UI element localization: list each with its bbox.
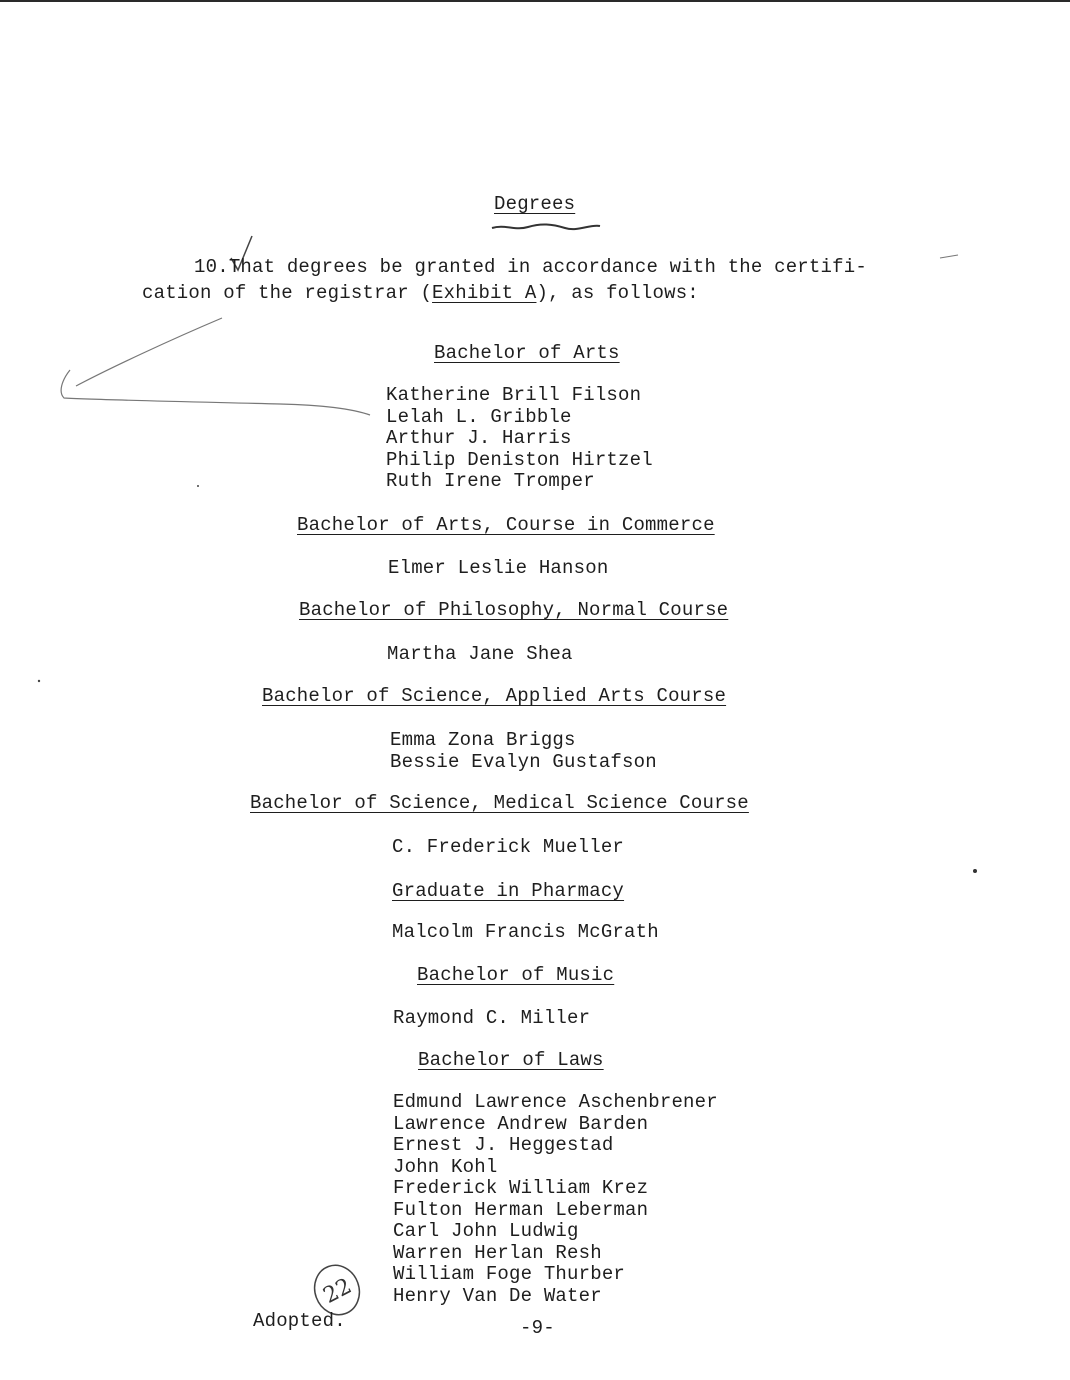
graduate-name: Edmund Lawrence Aschenbrener — [393, 1091, 718, 1113]
degree-title: Graduate in Pharmacy — [392, 880, 625, 902]
graduate-list — [392, 922, 659, 944]
resolution-text: That degrees be granted in accordance with the certifi- — [228, 256, 867, 278]
graduate-name: Carl John Ludwig — [393, 1220, 579, 1242]
stray-mark — [38, 680, 40, 682]
graduate-name: John Kohl — [393, 1155, 498, 1178]
graduate-name: C. Frederick Mueller — [392, 836, 625, 858]
graduate-name: Lawrence Andrew Barden — [393, 1112, 649, 1135]
graduate-name: Raymond C. Miller — [393, 1007, 591, 1029]
graduate-list — [393, 1092, 718, 1307]
degree-title: Bachelor of Music — [417, 964, 615, 986]
graduate-list — [388, 558, 608, 580]
degree-title: Bachelor of Laws — [418, 1049, 604, 1071]
graduate-name: Arthur J. Harris — [386, 427, 572, 449]
graduate-name: Malcolm Francis McGrath — [392, 921, 659, 943]
adopted-note: Adopted. — [253, 1310, 346, 1332]
page-number: -9- — [520, 1317, 555, 1339]
page-heading: Degrees — [494, 193, 576, 215]
resolution-line-1 — [194, 257, 867, 278]
graduate-name: Elmer Leslie Hanson — [388, 557, 609, 579]
graduate-name: Warren Herlan Resh — [393, 1241, 602, 1264]
graduate-name: Fulton Herman Leberman — [393, 1198, 649, 1221]
graduate-name: Frederick William Krez — [393, 1177, 649, 1199]
graduate-name: Bessie Evalyn Gustafson — [390, 750, 657, 773]
graduate-list — [387, 644, 573, 666]
graduate-list — [393, 1008, 590, 1030]
graduate-name: Philip Deniston Hirtzel — [386, 448, 653, 471]
stray-mark — [197, 485, 199, 487]
resolution-text: cation of the registrar ( — [142, 282, 433, 304]
graduate-name: Ruth Irene Tromper — [386, 470, 595, 492]
degree-title: Bachelor of Arts — [434, 342, 620, 364]
stray-mark — [973, 869, 977, 873]
graduate-list — [392, 837, 624, 859]
degree-title: Bachelor of Science, Medical Science Course — [250, 792, 749, 814]
resolution-line-2 — [142, 283, 699, 304]
graduate-list — [390, 730, 657, 773]
graduate-list — [386, 385, 653, 493]
margin-annotation: 22 — [319, 1273, 356, 1309]
graduate-name: Ernest J. Heggestad — [393, 1134, 614, 1156]
graduate-name: Katherine Brill Filson — [386, 384, 642, 406]
degree-title: Bachelor of Philosophy, Normal Course — [299, 599, 729, 621]
graduate-name: Emma Zona Briggs — [390, 729, 576, 751]
exhibit-reference: Exhibit A — [432, 282, 537, 304]
graduate-name: William Foge Thurber — [393, 1263, 626, 1285]
tick-mark — [940, 255, 958, 258]
graduate-name: Martha Jane Shea — [387, 643, 573, 665]
degree-title: Bachelor of Science, Applied Arts Course — [262, 685, 727, 707]
graduate-name: Lelah L. Gribble — [386, 405, 572, 428]
margin-checkmark-icon — [61, 318, 370, 415]
heading-squiggle-underline — [492, 224, 600, 229]
degree-title: Bachelor of Arts, Course in Commerce — [297, 514, 715, 536]
graduate-name: Henry Van De Water — [393, 1284, 602, 1307]
resolution-text: ), as follows: — [536, 282, 699, 304]
resolution-number: 10. — [194, 256, 229, 278]
